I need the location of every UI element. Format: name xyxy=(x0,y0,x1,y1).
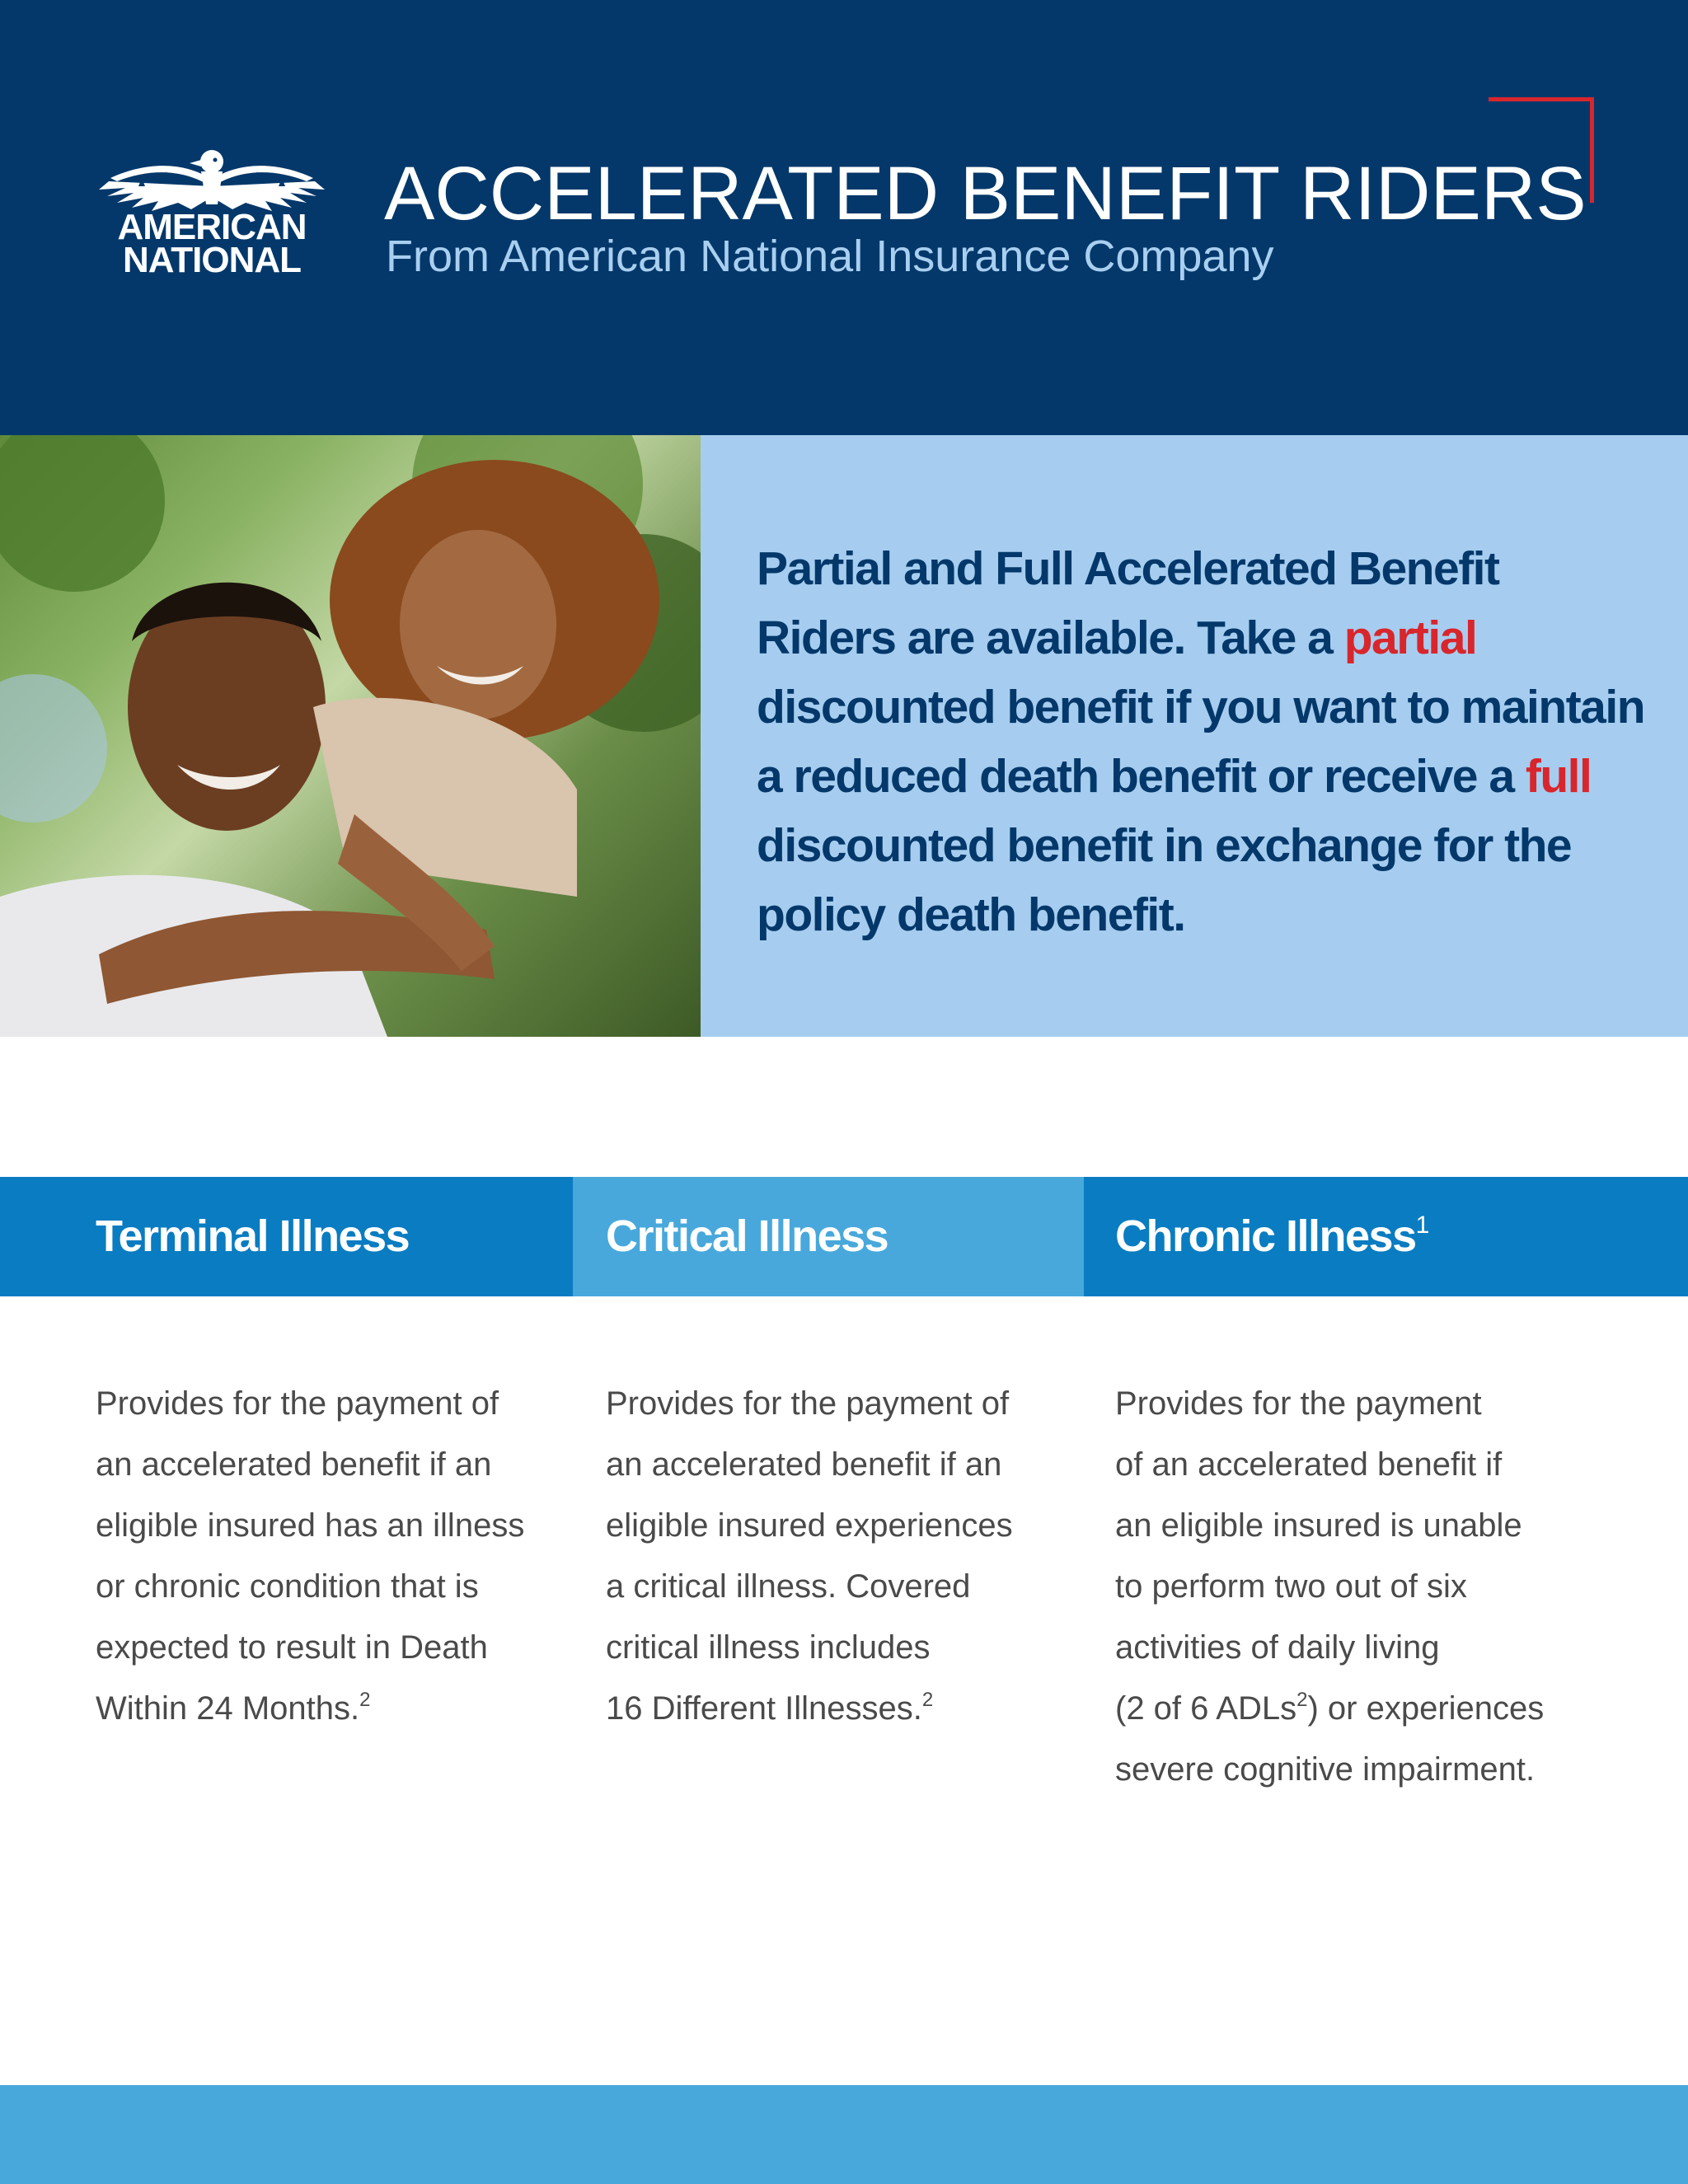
description-line: a critical illness. Covered xyxy=(606,1568,971,1605)
footnote-marker: 2 xyxy=(1296,1689,1308,1711)
description-line: Provides for the payment xyxy=(1115,1385,1482,1422)
callout-text xyxy=(757,534,1647,949)
page-subtitle: From American National Insurance Company xyxy=(386,232,1274,281)
description-line: to perform two out of six xyxy=(1115,1568,1467,1605)
tab-label: Chronic Illness xyxy=(1115,1212,1416,1261)
description-line: severe cognitive impairment. xyxy=(1115,1751,1536,1788)
footnote-marker: 2 xyxy=(921,1689,934,1711)
tab-terminal-illness xyxy=(0,1177,573,1296)
callout-highlight-partial: partial xyxy=(1343,612,1477,664)
callout-part-2: discounted benefit if you want to maintain a reduced death benefit or receive a xyxy=(757,681,1645,803)
callout-highlight-full: full xyxy=(1525,750,1592,803)
terminal-illness-description xyxy=(96,1373,524,1739)
description-line-last xyxy=(96,1678,524,1739)
description-line-last xyxy=(606,1678,1013,1739)
footnote-marker: 1 xyxy=(1415,1212,1428,1239)
logo-line-2: NATIONAL xyxy=(122,240,302,280)
description-line: eligible insured experiences xyxy=(606,1507,1013,1544)
description-line-adl xyxy=(1115,1678,1544,1739)
callout-panel xyxy=(701,435,1688,1037)
description-line: critical illness includes xyxy=(606,1629,931,1666)
adl-text-continued: ) or experiences xyxy=(1307,1690,1545,1727)
description-line: 16 Different Illnesses. xyxy=(606,1690,922,1727)
description-line: an accelerated benefit if an xyxy=(96,1446,492,1483)
chronic-illness-description xyxy=(1115,1373,1544,1800)
tab-critical-illness xyxy=(573,1177,1084,1296)
description-line: an eligible insured is unable xyxy=(1115,1507,1522,1544)
eagle-icon xyxy=(92,138,331,217)
footer-band xyxy=(0,2085,1688,2184)
description-line: expected to result in Death xyxy=(96,1629,488,1666)
description-line: an accelerated benefit if an xyxy=(606,1446,1002,1483)
american-national-logo xyxy=(92,138,331,283)
adl-text: (2 of 6 ADLs xyxy=(1115,1690,1297,1727)
description-line: Provides for the payment of xyxy=(96,1385,499,1422)
description-line: or chronic condition that is xyxy=(96,1568,479,1605)
callout-part-3: discounted benefit in exchange for the policy death benefit. xyxy=(757,819,1572,941)
description-line: eligible insured has an illness xyxy=(96,1507,525,1544)
description-line: activities of daily living xyxy=(1115,1629,1440,1666)
critical-illness-description xyxy=(606,1373,1013,1739)
page-title: ACCELERATED BENEFIT RIDERS xyxy=(384,152,1587,236)
tab-chronic-illness xyxy=(1084,1177,1688,1296)
tab-label: Terminal Illness xyxy=(96,1212,410,1261)
description-line: Provides for the payment of xyxy=(606,1385,1010,1422)
illness-tabs xyxy=(0,1177,1688,1296)
callout-part-1: Partial and Full Accelerated Benefit Riders are available. Take a xyxy=(757,542,1499,664)
couple-photo xyxy=(0,435,701,1037)
tab-label: Critical Illness xyxy=(606,1212,889,1261)
footnote-marker: 2 xyxy=(359,1689,371,1711)
description-line: of an accelerated benefit if xyxy=(1115,1446,1503,1483)
header xyxy=(0,0,1688,435)
description-line: Within 24 Months. xyxy=(96,1690,360,1727)
logo-line-1: AMERICAN xyxy=(117,207,307,247)
